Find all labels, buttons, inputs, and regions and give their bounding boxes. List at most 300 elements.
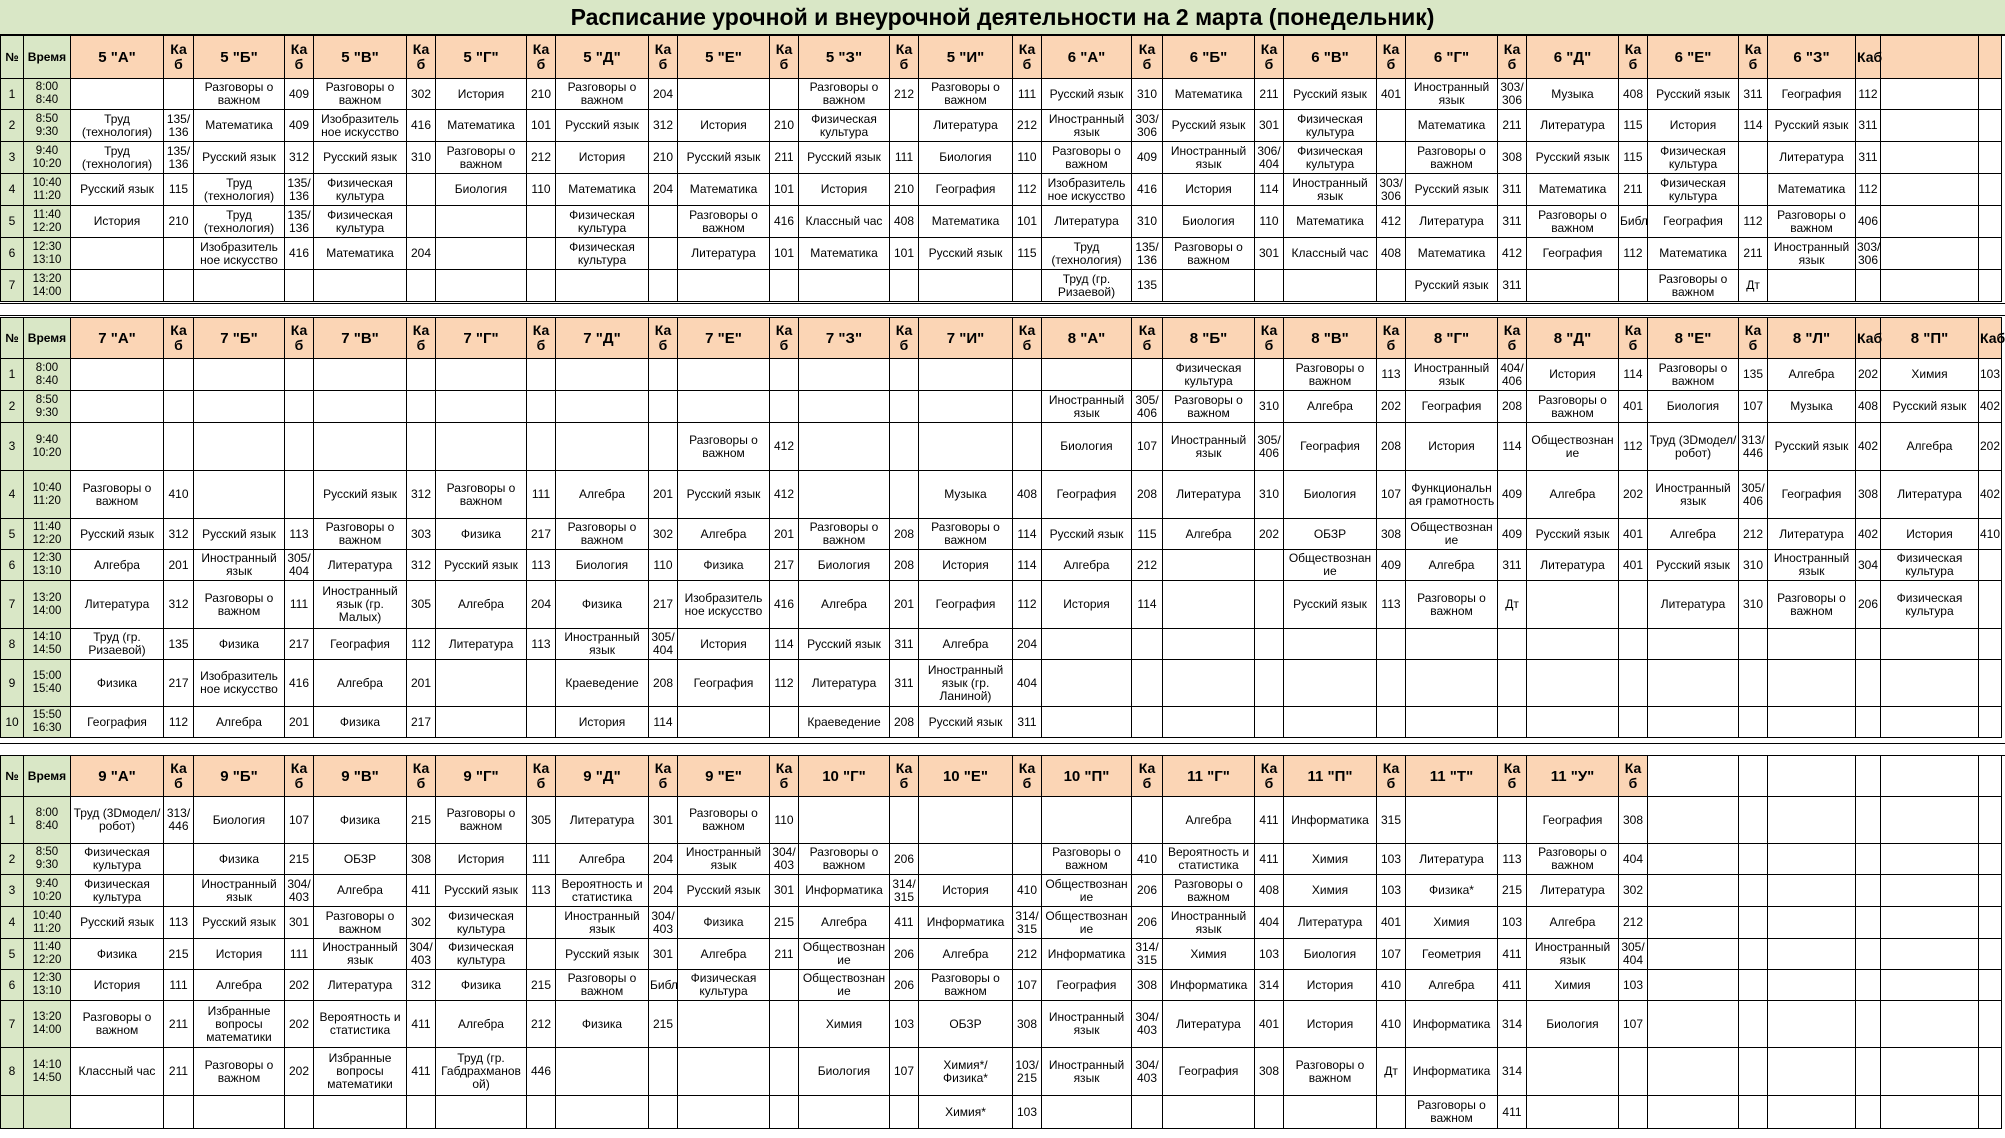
room-cell: 311 [1498,270,1527,302]
subject-cell [1881,629,1979,660]
table-row [1,550,2002,581]
subject-cell [556,423,649,471]
room-cell [527,660,556,707]
subject-cell: Русский язык [1406,174,1498,206]
room-cell [1619,581,1648,629]
subject-cell [194,1096,285,1129]
subject-cell: Математика [194,110,285,142]
subject-cell: Физика* [1406,875,1498,907]
subject-cell [71,238,164,270]
room-header: Ка б [890,318,919,359]
subject-cell: Алгебра [1768,359,1856,391]
room-cell: 404/ 406 [1498,359,1527,391]
room-cell: 411 [407,875,436,907]
subject-cell [1881,660,1979,707]
empty-cell [1739,970,1768,1001]
room-cell [649,1096,678,1129]
subject-cell: Физика [71,939,164,970]
room-cell: 308 [1132,970,1163,1001]
empty-cell [1979,875,2002,907]
subject-cell [799,359,890,391]
room-cell: 303/ 306 [1132,110,1163,142]
subject-cell: Русский язык [436,875,527,907]
subject-cell: Литература [1284,907,1377,939]
empty-cell [1979,797,2002,844]
room-cell: 110 [649,550,678,581]
subject-cell: Алгебра [1406,550,1498,581]
room-cell: 206 [1132,875,1163,907]
class-name-header: 10 "Е" [919,756,1013,797]
subject-cell [556,359,649,391]
room-cell [1739,142,1768,174]
room-cell: 217 [285,629,314,660]
empty-cell [1979,238,2002,270]
empty-cell [1856,844,1881,875]
room-cell [164,270,194,302]
subject-cell: Разговоры о важном [1284,1048,1377,1096]
subject-cell: Алгебра [1406,970,1498,1001]
room-cell: 310 [1739,550,1768,581]
empty-cell [1881,142,1979,174]
subject-cell [1527,1096,1619,1129]
room-cell [1979,629,2002,660]
empty-cell [1881,844,1979,875]
subject-cell [678,707,770,738]
room-cell: 206 [890,939,919,970]
subject-cell [919,391,1013,423]
room-cell [1498,797,1527,844]
room-cell: 409 [1377,550,1406,581]
lesson-number: 5 [1,939,24,970]
table-row [1,359,2002,391]
room-cell: 112 [1856,174,1881,206]
room-cell: 302 [407,79,436,110]
table-row [1,423,2002,471]
subject-cell: Физика [71,660,164,707]
room-header: Ка б [285,318,314,359]
empty-cell [1739,1096,1768,1129]
room-cell [407,423,436,471]
class-name-header: 8 "П" [1881,318,1979,359]
subject-cell: Литература [1163,1001,1255,1048]
lesson-number: 4 [1,907,24,939]
empty-cell [1881,174,1979,206]
subject-cell: Математика [556,174,649,206]
room-cell [890,1096,919,1129]
subject-cell: Русский язык [194,142,285,174]
class-name-header: 8 "Г" [1406,318,1498,359]
subject-cell: Биология [919,142,1013,174]
room-cell: 112 [1013,174,1042,206]
room-cell: 411 [1498,939,1527,970]
room-header: Ка б [649,36,678,79]
subject-cell [556,1096,649,1129]
room-cell [1856,707,1881,738]
subject-cell: Биология [799,1048,890,1096]
room-cell [1255,707,1284,738]
empty-cell [1739,1001,1768,1048]
subject-cell: Разговоры о важном [1042,844,1132,875]
room-header: Ка б [527,318,556,359]
subject-cell [1163,550,1255,581]
room-cell: 114 [649,707,678,738]
room-cell: 308 [1377,519,1406,550]
empty-cell [1856,907,1881,939]
lesson-time: 13:20 14:00 [24,1001,71,1048]
subject-cell [1163,707,1255,738]
subject-cell: Информатика [1163,970,1255,1001]
room-cell: 206 [890,844,919,875]
lesson-time: 12:30 13:10 [24,550,71,581]
subject-cell: Алгебра [1163,519,1255,550]
subject-cell: Русский язык [678,875,770,907]
subject-cell: Иностранный язык [1768,238,1856,270]
subject-cell: Иностранный язык [1163,907,1255,939]
room-header: Ка б [407,36,436,79]
room-cell: 212 [527,142,556,174]
subject-cell [919,359,1013,391]
subject-cell: Физика [436,970,527,1001]
subject-cell: Литература [1042,206,1132,238]
subject-cell: Иностранный язык [1406,359,1498,391]
room-cell: 215 [407,797,436,844]
class-name-header: 10 "П" [1042,756,1132,797]
room-header: Ка б [527,36,556,79]
room-cell: 204 [649,875,678,907]
room-cell: 107 [1013,970,1042,1001]
room-cell: 310 [407,142,436,174]
subject-cell [1163,629,1255,660]
empty-header [1881,756,1979,797]
subject-cell: Алгебра [919,629,1013,660]
room-cell: 408 [1255,875,1284,907]
room-cell: 411 [890,907,919,939]
subject-cell [678,79,770,110]
subject-cell [71,391,164,423]
room-cell: 217 [649,581,678,629]
subject-cell: Разговоры о важном [556,970,649,1001]
subject-cell: Иностранный язык [1406,79,1498,110]
room-header: Ка б [407,756,436,797]
room-header: Каб [1856,36,1881,79]
room-cell: 206 [890,970,919,1001]
schedule-table-block-2 [0,317,2005,738]
subject-cell: Физическая культура [71,844,164,875]
room-header: Ка б [649,318,678,359]
subject-cell: География [1768,79,1856,110]
room-cell: 305/ 404 [1619,939,1648,970]
room-cell [1132,660,1163,707]
subject-cell: Физическая культура [1881,581,1979,629]
room-cell: 404 [1619,844,1648,875]
subject-cell [1042,660,1132,707]
subject-cell: Физическая культура [556,238,649,270]
empty-cell [1768,1001,1856,1048]
subject-cell: История [1406,423,1498,471]
room-cell: 111 [527,471,556,519]
room-cell: 410 [1377,970,1406,1001]
room-cell: 311 [1498,174,1527,206]
subject-cell: Разговоры о важном [1406,581,1498,629]
class-name-header: 11 "Г" [1163,756,1255,797]
subject-cell: Краеведение [799,707,890,738]
room-cell [770,391,799,423]
room-cell: 312 [407,471,436,519]
lesson-time: 12:30 13:10 [24,238,71,270]
subject-cell: Алгебра [1881,423,1979,471]
subject-cell: Алгебра [799,581,890,629]
room-cell [1377,270,1406,302]
subject-cell [436,206,527,238]
room-cell [770,1048,799,1096]
subject-cell: Труд (гр. Габдрахманов ой) [436,1048,527,1096]
room-cell: Библ [649,970,678,1001]
lesson-time: 12:30 13:10 [24,970,71,1001]
table-row [1,907,2002,939]
room-cell: 114 [1498,423,1527,471]
room-cell: 301 [649,939,678,970]
subject-cell: Химия [799,1001,890,1048]
subject-cell: Физика [556,581,649,629]
room-cell [1132,359,1163,391]
room-cell [164,359,194,391]
room-cell: 112 [1013,581,1042,629]
room-cell: 112 [164,707,194,738]
room-cell: 314/ 315 [890,875,919,907]
room-cell [890,797,919,844]
room-cell: 208 [1132,471,1163,519]
subject-cell: Математика [1406,238,1498,270]
subject-cell: Алгебра [1648,519,1739,550]
subject-cell: Физическая культура [1284,142,1377,174]
room-cell [1498,707,1527,738]
room-cell: 401 [1255,1001,1284,1048]
room-cell: 204 [407,238,436,270]
subject-cell: ОБЗР [314,844,407,875]
room-cell [1255,359,1284,391]
page-title: Расписание урочной и внеурочной деятельности на 2 марта (понедельник) [0,0,2005,36]
room-cell: 304/ 403 [1132,1001,1163,1048]
room-cell: 110 [1255,206,1284,238]
subject-cell: Литература [1527,110,1619,142]
lesson-time: 13:20 14:00 [24,581,71,629]
subject-cell: История [556,707,649,738]
room-cell: 301 [770,875,799,907]
class-name-header: 9 "В" [314,756,407,797]
subject-cell: Разговоры о важном [1768,206,1856,238]
room-cell: 416 [407,110,436,142]
room-cell: 208 [1377,423,1406,471]
room-cell: 112 [770,660,799,707]
subject-cell [314,270,407,302]
room-cell: 115 [1013,238,1042,270]
room-cell [1377,110,1406,142]
subject-cell: Физика [314,797,407,844]
room-cell: 301 [1255,238,1284,270]
room-cell: 402 [1856,519,1881,550]
room-header: Ка б [1132,36,1163,79]
room-cell: 135 [1132,270,1163,302]
room-cell [527,1096,556,1129]
empty-cell [1881,238,1979,270]
subject-cell: Разговоры о важном [556,519,649,550]
class-name-header: 11 "У" [1527,756,1619,797]
subject-cell: Русский язык [1648,550,1739,581]
subject-cell: Литература [1768,142,1856,174]
room-cell [1013,270,1042,302]
subject-cell: История [1881,519,1979,550]
room-cell: 103 [890,1001,919,1048]
subject-cell: Алгебра [1284,391,1377,423]
room-header: Ка б [1255,756,1284,797]
empty-cell [1979,907,2002,939]
subject-cell: ОБЗР [1284,519,1377,550]
subject-cell: Биология [1163,206,1255,238]
room-cell [285,471,314,519]
room-cell: 114 [1619,359,1648,391]
subject-cell [919,844,1013,875]
subject-cell [919,270,1013,302]
room-cell: 411 [1498,1096,1527,1129]
subject-cell: Обществознан ие [1284,550,1377,581]
subject-cell: География [1042,471,1132,519]
room-cell: 217 [770,550,799,581]
room-cell [1132,797,1163,844]
room-cell: 201 [164,550,194,581]
room-header: Ка б [890,36,919,79]
subject-cell: Литература [1768,519,1856,550]
subject-cell: Разговоры о важном [1648,359,1739,391]
room-cell [770,359,799,391]
room-cell: 113 [164,907,194,939]
subject-cell [1527,581,1619,629]
room-cell: 217 [164,660,194,707]
subject-cell: Функциональн ая грамотность [1406,471,1498,519]
room-cell: Дт [1498,581,1527,629]
subject-cell [1527,707,1619,738]
subject-cell [1406,660,1498,707]
subject-cell [436,391,527,423]
subject-cell: Разговоры о важном [436,471,527,519]
room-cell: 208 [890,707,919,738]
subject-cell: Физическая культура [1648,142,1739,174]
subject-cell: Русский язык [1406,270,1498,302]
subject-cell: История [1648,110,1739,142]
room-cell: 113 [527,629,556,660]
subject-cell: Вероятность и статистика [1163,844,1255,875]
room-cell [649,238,678,270]
subject-cell [436,1096,527,1129]
room-cell [527,391,556,423]
empty-cell [1881,206,1979,238]
subject-cell: Труд (технология) [194,174,285,206]
room-cell: 416 [770,206,799,238]
room-cell [527,238,556,270]
lesson-time: 10:40 11:20 [24,174,71,206]
room-cell: 305/ 406 [1255,423,1284,471]
room-cell [1856,270,1881,302]
table-row [1,581,2002,629]
lesson-time: 8:50 9:30 [24,391,71,423]
subject-cell: География [919,174,1013,206]
room-cell: 211 [164,1001,194,1048]
room-cell [1377,707,1406,738]
room-cell: 201 [407,660,436,707]
subject-cell: География [678,660,770,707]
empty-cell [1979,844,2002,875]
room-cell [407,206,436,238]
room-cell [1619,707,1648,738]
room-header: Ка б [1619,756,1648,797]
lesson-number-header: № [1,318,24,359]
class-name-header: 9 "Е" [678,756,770,797]
room-cell [1255,581,1284,629]
room-cell: 311 [1856,110,1881,142]
class-name-header: 7 "А" [71,318,164,359]
empty-cell [1739,939,1768,970]
subject-cell: Физическая культура [1881,550,1979,581]
table-row [1,206,2002,238]
room-cell [164,1096,194,1129]
empty-cell [1979,79,2002,110]
room-cell: 107 [285,797,314,844]
subject-cell [919,797,1013,844]
lesson-number: 7 [1,581,24,629]
subject-cell: Математика [799,238,890,270]
room-cell: 206 [1132,907,1163,939]
room-header: Каб [1856,318,1881,359]
room-cell: 212 [1619,907,1648,939]
room-cell: 112 [1619,423,1648,471]
subject-cell [1406,629,1498,660]
subject-cell: Иностранный язык [1163,423,1255,471]
subject-cell [1527,660,1619,707]
room-header: Ка б [1013,756,1042,797]
room-cell: 305/ 406 [1132,391,1163,423]
room-cell [407,270,436,302]
room-cell [649,1048,678,1096]
subject-cell: Литература [1527,550,1619,581]
subject-cell: История [799,174,890,206]
subject-cell: Литература [314,970,407,1001]
lesson-number-header: № [1,36,24,79]
room-cell: 211 [770,939,799,970]
room-cell: 304/ 403 [770,844,799,875]
room-cell: 215 [285,844,314,875]
empty-cell [1739,875,1768,907]
empty-cell [1648,970,1739,1001]
room-cell: 401 [1377,79,1406,110]
subject-cell: Литература [1406,844,1498,875]
room-header: Ка б [1377,756,1406,797]
room-cell: 410 [1377,1001,1406,1048]
subject-cell [436,270,527,302]
subject-cell [678,270,770,302]
subject-cell: Русский язык [1163,110,1255,142]
lesson-time: 14:10 14:50 [24,629,71,660]
subject-cell: Информатика [1042,939,1132,970]
room-cell: 301 [285,907,314,939]
room-cell: 302 [407,907,436,939]
subject-cell: Литература [919,110,1013,142]
class-name-header: 9 "Д" [556,756,649,797]
room-cell: 210 [527,79,556,110]
subject-cell: Избранные вопросы математики [194,1001,285,1048]
room-cell: 208 [1498,391,1527,423]
room-cell: 310 [1132,79,1163,110]
room-cell: 103 [1255,939,1284,970]
empty-cell [1768,907,1856,939]
